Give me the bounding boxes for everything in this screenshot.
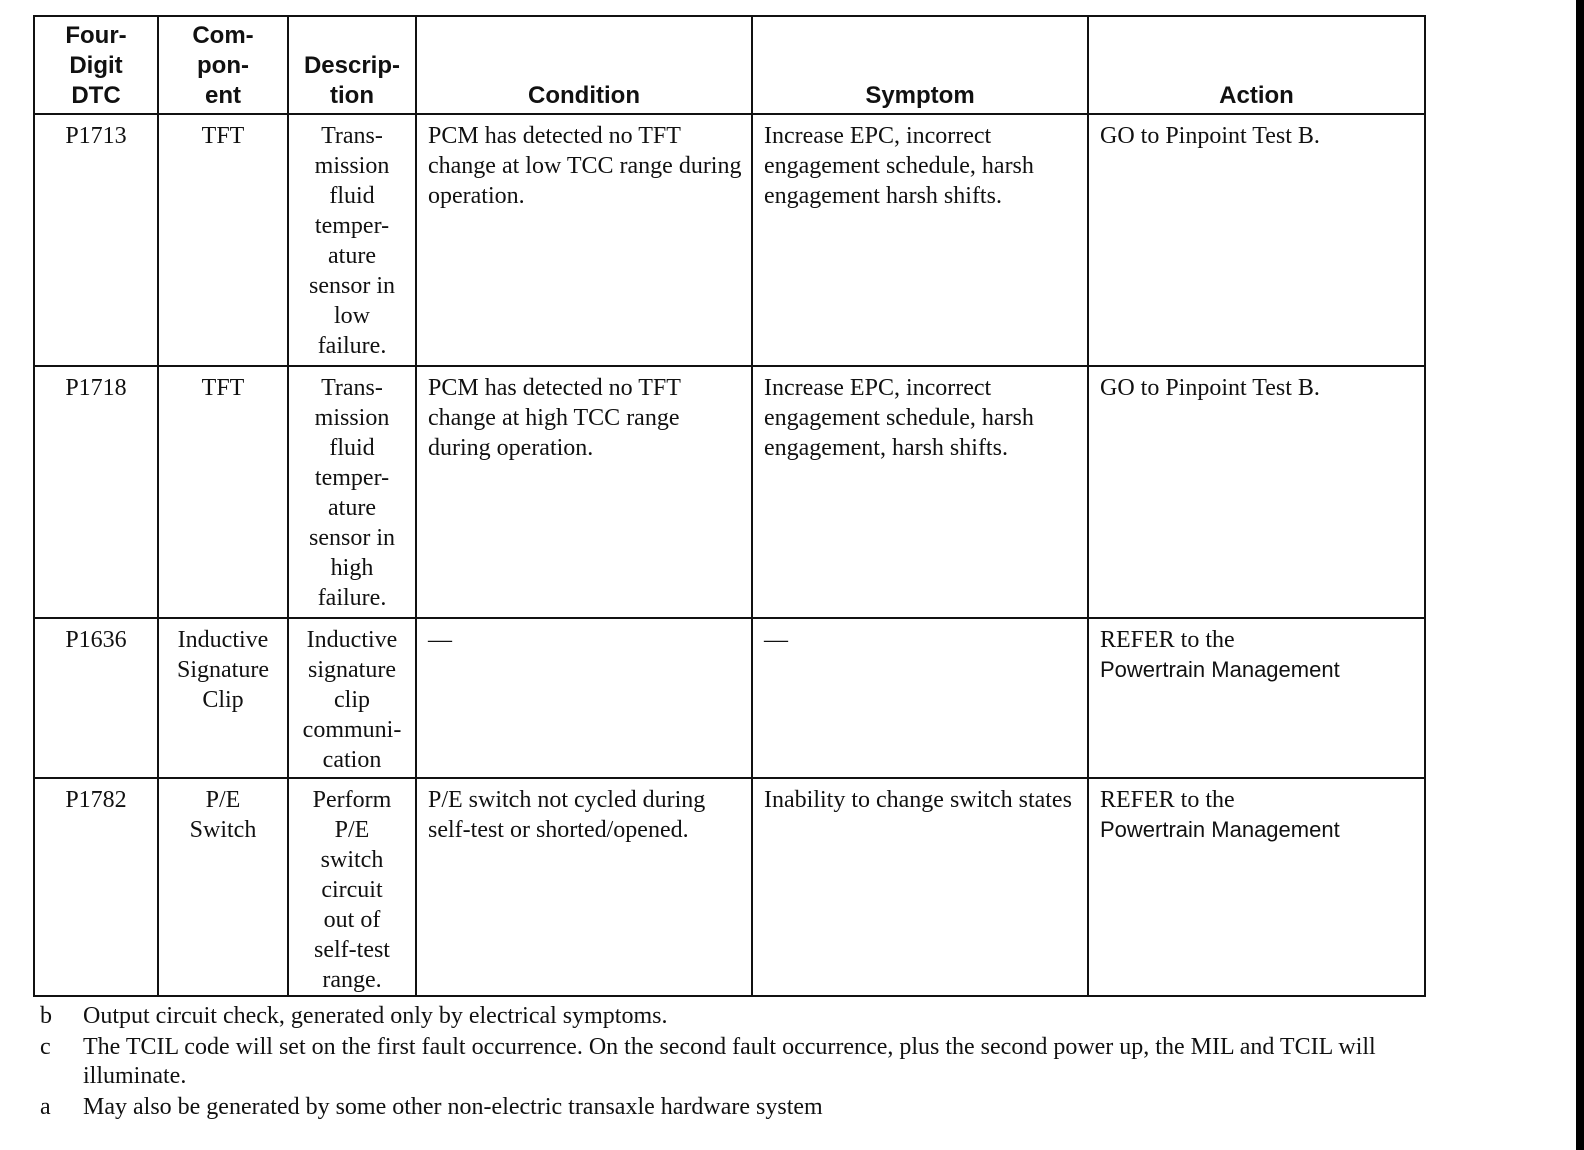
footnote-item bbox=[40, 1033, 1420, 1091]
cell-symptom: Increase EPC, incorrect engagement schedule, harsh engagement harsh shifts. bbox=[752, 114, 1088, 366]
cell-action bbox=[1088, 778, 1425, 996]
cell-action bbox=[1088, 618, 1425, 778]
footnote-key: a bbox=[40, 1094, 51, 1120]
action-line-1: GO to Pinpoint Test B. bbox=[1100, 123, 1320, 149]
footnote-item bbox=[40, 1002, 1420, 1031]
cell-component: Inductive Signature Clip bbox=[158, 618, 288, 778]
cell-dtc: P1713 bbox=[34, 114, 158, 366]
cell-symptom: Increase EPC, incorrect engagement schedule, harsh engagement, harsh shifts. bbox=[752, 366, 1088, 618]
footnote-item bbox=[40, 1093, 1420, 1122]
header-component: Com- pon- ent bbox=[158, 16, 288, 114]
cell-dtc: P1782 bbox=[34, 778, 158, 996]
cell-description: Perform P/E switch circuit out of self-test range. bbox=[288, 778, 416, 996]
cell-component: TFT bbox=[158, 114, 288, 366]
action-line-2: Powertrain Management bbox=[1100, 817, 1340, 842]
cell-symptom: — bbox=[752, 618, 1088, 778]
cell-description: Trans- mission fluid temper- ature sensor in high failure. bbox=[288, 366, 416, 618]
cell-component: TFT bbox=[158, 366, 288, 618]
footnote-text: May also be generated by some other non-electric transaxle hardware system bbox=[83, 1094, 823, 1120]
dtc-table bbox=[33, 15, 1426, 997]
cell-description: Trans- mission fluid temper- ature sensor in low failure. bbox=[288, 114, 416, 366]
action-line-1: GO to Pinpoint Test B. bbox=[1100, 375, 1320, 401]
header-dtc: Four- Digit DTC bbox=[34, 16, 158, 114]
footnote-text: Output circuit check, generated only by electrical symptoms. bbox=[83, 1003, 668, 1029]
page-edge-bar bbox=[1576, 0, 1584, 1150]
cell-condition: — bbox=[416, 618, 752, 778]
cell-description: Inductive signature clip communi- cation bbox=[288, 618, 416, 778]
cell-component: P/E Switch bbox=[158, 778, 288, 996]
footnote-key: b bbox=[40, 1003, 52, 1029]
cell-condition: PCM has detected no TFT change at high TCC range during operation. bbox=[416, 366, 752, 618]
cell-dtc: P1718 bbox=[34, 366, 158, 618]
cell-symptom: Inability to change switch states bbox=[752, 778, 1088, 996]
table-row bbox=[34, 618, 1425, 778]
action-line-1: REFER to the bbox=[1100, 627, 1235, 653]
footnote-text: The TCIL code will set on the first fault occurrence. On the second fault occurrence, plus the second power up, the MIL and TCIL will illuminate. bbox=[83, 1034, 1376, 1089]
action-line-2: Powertrain Management bbox=[1100, 657, 1340, 682]
cell-action bbox=[1088, 114, 1425, 366]
header-condition: Condition bbox=[416, 16, 752, 114]
table-row bbox=[34, 778, 1425, 996]
footnotes bbox=[40, 1002, 1420, 1124]
header-action: Action bbox=[1088, 16, 1425, 114]
cell-condition: P/E switch not cycled during self-test or shorted/opened. bbox=[416, 778, 752, 996]
table-header-row bbox=[34, 16, 1425, 114]
cell-condition: PCM has detected no TFT change at low TCC range during operation. bbox=[416, 114, 752, 366]
cell-dtc: P1636 bbox=[34, 618, 158, 778]
cell-action bbox=[1088, 366, 1425, 618]
header-symptom: Symptom bbox=[752, 16, 1088, 114]
header-description: Descrip- tion bbox=[288, 16, 416, 114]
action-line-1: REFER to the bbox=[1100, 787, 1235, 813]
table-row bbox=[34, 366, 1425, 618]
footnote-key: c bbox=[40, 1034, 51, 1060]
table-row bbox=[34, 114, 1425, 366]
